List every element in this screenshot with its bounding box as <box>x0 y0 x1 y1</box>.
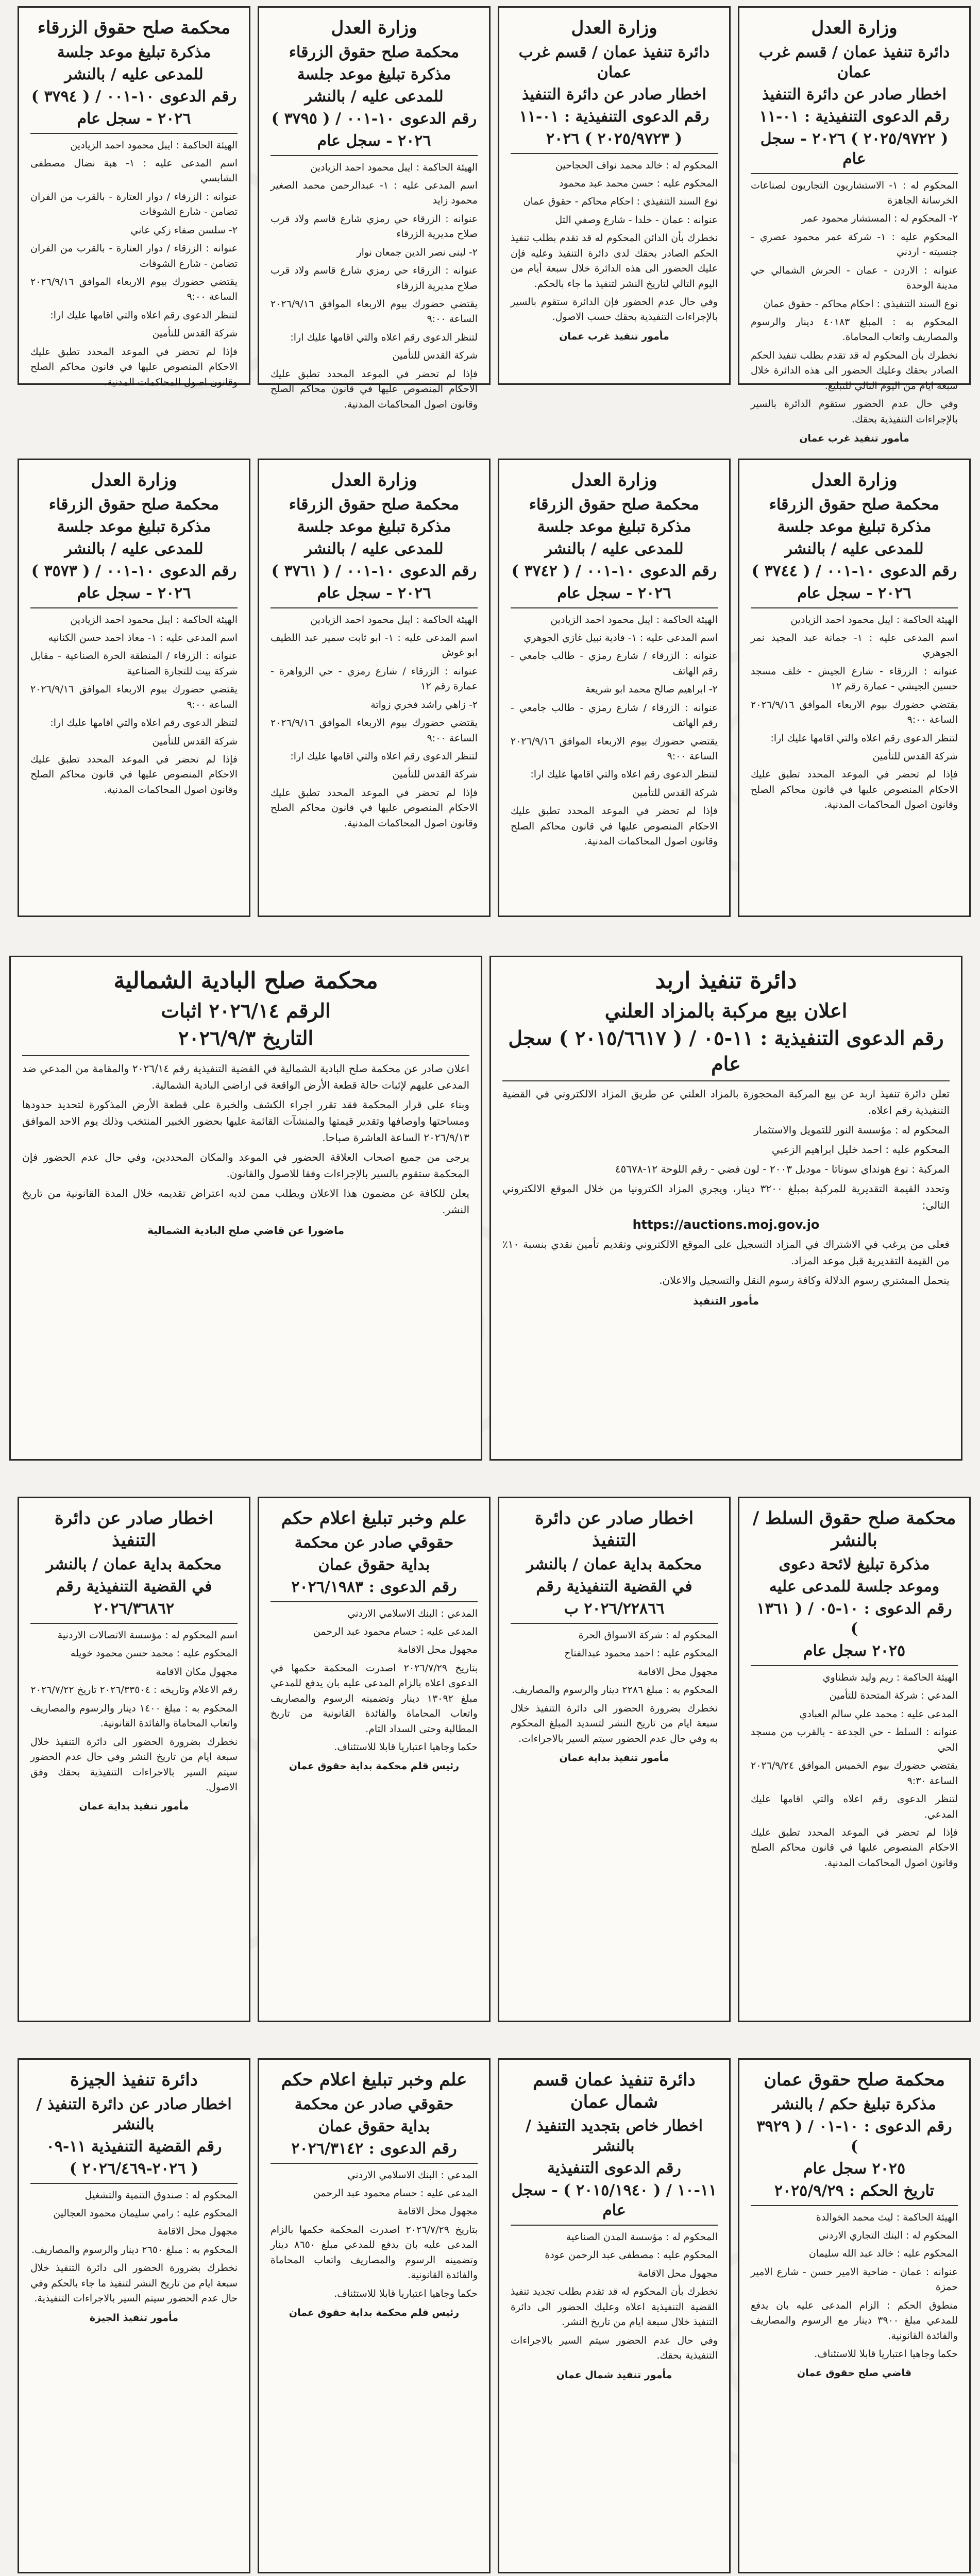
notice-subheading: ٢٠٢٥ سجل عام <box>803 2159 906 2178</box>
divider <box>30 1623 238 1624</box>
notice-subheading: ٢٠٢٦ - سجل عام <box>797 584 911 602</box>
notice-line: لتنظر الدعوى رقم اعلاه والتي اقامها عليك ارا: <box>770 732 958 744</box>
notice-line: عنوانه : الزرقاء - شارع الجيش - خلف مسجد حسين الجيشي - عمارة رقم ١٢ <box>751 665 958 692</box>
notice-line: الهيئة الحاكمة : ايبل محمود احمد الزيادين <box>70 139 238 151</box>
notice-line: نخطرك بأن المحكوم له قد تقدم بطلب تنفيذ الحكم الصادر بحقك وعليك الحضور الى هذه الدائرة خلال سبعة ايام من اليوم التالي للتبليغ. <box>751 349 958 392</box>
notice-line: المحكوم عليه : حسن محمد عبد محمود <box>559 177 718 189</box>
notice-line: المحكوم له : البنك التجاري الاردني <box>818 2229 958 2241</box>
notice-line: اسم المدعى عليه : ١- هبة نضال مصطفى الشابسي <box>30 157 238 184</box>
notice-line: المحكوم عليه : مصطفى عبد الرحمن عودة <box>545 2249 718 2261</box>
notice-subheading: ٢٠٢٦/٢٢٨٦٦ ب <box>564 1600 665 1618</box>
notice-heading: وزارة العدل <box>811 470 898 490</box>
notice-line: شركة القدس للتأمين <box>152 328 238 340</box>
notice-subheading: رقم الدعوى ١٠-٠٠١ / ( ٣٥٧٣ ) <box>31 562 237 580</box>
notice-line: رقم الاعلام وتاريخه : ٢٠٢٦/٣٣٥٠٤ تاريخ ٢٠٢٦/٧/٢٢ <box>30 1684 238 1696</box>
notice-heading: علم وخبر تبليغ اعلام حكم <box>281 2070 467 2090</box>
notice-signature: مأمور تنفيذ شمال عمان <box>556 2369 672 2381</box>
notice-subheading: بداية حقوق عمان <box>318 1555 430 1574</box>
notice-line: عنوانه : الزرقاء حي رمزي شارع قاسم ولاد قرب صلاح مديرية الزرقاء <box>271 213 478 240</box>
notice-subheading: مذكرة تبليغ موعد جلسة <box>297 517 451 536</box>
notice-subheading: رقم الدعوى : ١٠-٠١ / ( ٣٩٢٩ ) <box>756 2117 952 2156</box>
notice-line: وفي حال عدم الحضور سيتم السير بالاجراءات التنفيذية بحقك. <box>511 2334 718 2362</box>
notice-r2c2 <box>258 459 491 917</box>
notice-line: المحكوم به : مبلغ ١٤٠٠ دينار والرسوم والمصاريف واتعاب المحاماة والفائدة القانونية. <box>30 1702 238 1730</box>
notice-line: عنوانه : الزرقاء / شارع رمزي - حي الزواهرة - عمارة رقم ١٢ <box>271 665 478 692</box>
notice-subheading: محكمة صلح حقوق الزرقاء <box>289 495 460 514</box>
notice-heading: محكمة صلح البادية الشمالية <box>113 968 378 994</box>
notice-subheading: للمدعى عليه / بالنشر <box>64 539 204 558</box>
notice-r5c1 <box>18 2058 250 2573</box>
notice-heading: وزارة العدل <box>811 18 898 38</box>
notice-line: المدعى عليه : حسام محمود عبد الرحمن <box>313 2187 478 2199</box>
notice-line: شركة القدس للتأمين <box>872 751 958 762</box>
notice-line: حكما وجاهيا اعتباريا قابلا للاستئناف. <box>334 2287 478 2299</box>
notice-signature: ماضورا عن قاضي صلح البادية الشمالية <box>147 1224 345 1236</box>
notice-heading: وزارة العدل <box>331 470 417 490</box>
notice-line: نخطرك بأن الدائن المحكوم له قد تقدم بطلب تنفيذ الحكم الصادر بحقك لدى دائرة التنفيذ وعليه فإن عليك الحضور الى هذه الدائرة خلال سبعة أيام من اليوم التالي لتاريخ النشر لتنفيذ ما جاء بالحكم. <box>511 232 718 290</box>
notice-line: يقتضي حضورك بيوم الاربعاء الموافق ٢٠٢٦/٩/١٦ الساعة ٩:٠٠ <box>30 684 238 710</box>
notice-subheading: رقم الدعوى : ٢٠٢٦/٣١٤٢ <box>291 2139 457 2158</box>
notice-line: ٢- المحكوم له : المستشار محمود عمر <box>801 213 958 225</box>
notice-subheading: محكمة صلح حقوق الزرقاء <box>529 495 700 514</box>
notice-line: الهيئة الحاكمة : ليث محمد الخوالدة <box>816 2211 958 2223</box>
notice-signature: رئيس قلم محكمة بداية حقوق عمان <box>289 1760 460 1772</box>
notice-line: المحكوم عليه : محمد حسن محمود خويله <box>70 1648 238 1659</box>
notice-heading: اخطار صادر عن دائرة التنفيذ <box>54 1508 214 1551</box>
notice-subheading: ٢٠٢٥ سجل عام <box>803 1642 906 1660</box>
notice-line: المحكوم به : المبلغ ٤٠١٨٣ دينار والرسوم والمصاريف واتعاب المحاماة. <box>751 316 958 343</box>
notice-line: بتاريخ ٢٠٢٦/٧/٢٩ اصدرت المحكمة حكمها في الدعوى اعلاه بالزام المدعى عليه بان يدفع للمدعي مبلغ ١٣٠٩٢ دينار وتضمينه الرسوم والمصاريف واتعاب المحاماة والفائدة القانونية من تاريخ المطالبة وحتى السداد التام. <box>271 1662 478 1735</box>
notice-heading: وزارة العدل <box>91 470 177 490</box>
notice-line: فإذا لم تحضر في الموعد المحدد تطبق عليك الاحكام المنصوص عليها في قانون محاكم الصلح وقانون اصول المحاكمات المدنية. <box>271 787 478 829</box>
notice-signature: مأمور التنفيذ <box>692 1295 759 1308</box>
notice-line: نخطرك بأن المحكوم له قد تقدم بطلب تجديد تنفيذ القضية التنفيذية اعلاه وعليك الحضور الى دائرة التنفيذ خلال سبعة ايام من تاريخ النشر. <box>511 2286 718 2328</box>
notice-line: المحكوم له : مؤسسة المدن الصناعية <box>566 2231 718 2243</box>
notice-line: تعلن دائرة تنفيذ اربد عن بيع المركبة المحجوزة بالمزاد العلني عن طريق المزاد الالكتروني في القضية التنفيذية رقم اعلاه. <box>502 1088 950 1117</box>
divider <box>502 1080 950 1081</box>
notice-subheading: اخطار صادر عن دائرة التنفيذ / بالنشر <box>36 2095 232 2133</box>
notice-line: وتحدد القيمة التقديرية للمركبة بمبلغ ٣٢٠٠ دينار، ويجري المزاد الكترونيا من خلال الموقع الالكتروني التالي: <box>502 1182 950 1212</box>
notice-line: المدعى عليه : محمد علي سالم العبادي <box>799 1708 958 1720</box>
notice-subheading: في القضية التنفيذية رقم <box>536 1578 692 1596</box>
divider <box>511 1623 718 1624</box>
notice-line: الهيئة الحاكمة : ايبل محمود احمد الزيادين <box>790 614 958 625</box>
notice-r4c1 <box>18 1497 250 2022</box>
notice-line: حكما وجاهيا اعتباريا قابلا للاستئناف. <box>814 2348 958 2360</box>
divider <box>30 133 238 134</box>
divider <box>30 2183 238 2184</box>
notice-line: فإذا لم تحضر في الموعد المحدد تطبق عليك الاحكام المنصوص عليها في قانون محاكم الصلح وقانون اصول المحاكمات المدنية. <box>30 754 238 795</box>
notice-subheading: اخطار صادر عن دائرة التنفيذ <box>522 85 706 104</box>
divider <box>751 173 958 174</box>
notice-subheading: ٢٠٢٦/٣٦٨٦٢ <box>94 1600 174 1618</box>
notice-subheading: ٢٠٢٦ - سجل عام <box>317 131 431 150</box>
notice-line: المدعي : البنك الاسلامي الاردني <box>347 2169 478 2181</box>
notice-line: فإذا لم تحضر في الموعد المحدد تطبق عليك الاحكام المنصوص عليها في قانون محاكم الصلح وقانون اصول المحاكمات المدنية. <box>751 1826 958 1869</box>
notice-line: وفي حال عدم الحضور ستقوم الدائرة بالسير بالإجراءات التنفيذية بحقك. <box>751 398 958 425</box>
notice-subheading: دائرة تنفيذ عمان / قسم غرب عمان <box>758 43 950 81</box>
notice-subheading: ٢٠٢٦ - سجل عام <box>77 109 191 128</box>
notice-line: لتنظر الدعوى رقم اعلاه والتي اقامها عليك ارا: <box>50 309 238 321</box>
notice-line: لتنظر الدعوى رقم اعلاه والتي اقامها عليك ارا: <box>290 751 478 762</box>
notice-line: نخطرك بضرورة الحضور الى دائرة التنفيذ خلال سبعة ايام من تاريخ النشر لتسديد المبلغ المحكوم به وفي حال عدم الحضور سيتم السير بالاجراءات. <box>511 1702 718 1744</box>
notice-r1c4 <box>738 6 971 445</box>
notice-line: لتنظر الدعوى رقم اعلاه والتي اقامها عليك ارا: <box>290 331 478 343</box>
notice-line: المحكوم له : شركة الاسواق الحرة <box>578 1630 718 1641</box>
notice-subheading: رقم الدعوى التنفيذية : ١١-٠٥ / ( ٢٠١٥/٦٦١٧ ) سجل عام <box>508 1026 944 1075</box>
notice-line: نوع السند التنفيذي : احكام محاكم - حقوق عمان <box>523 196 718 208</box>
notice-subheading: مذكرة تبليغ موعد جلسة <box>57 43 211 61</box>
divider <box>30 607 238 608</box>
notice-subheading: رقم الدعوى ١٠-٠٠١ / ( ٣٧٩٥ ) <box>271 109 477 128</box>
notice-subheading: رقم الدعوى ١٠-٠٠١ / ( ٣٧٩٤ ) <box>31 87 237 106</box>
divider <box>511 607 718 608</box>
notice-line: المحكوم له : خالد محمد نواف الحجاحين <box>555 159 718 171</box>
notice-subheading: رقم الدعوى التنفيذية : ٠١-١١ <box>759 107 950 126</box>
notice-line: نوع السند التنفيذي : احكام محاكم - حقوق عمان <box>763 298 958 310</box>
notice-line: الهيئة الحاكمة : ايبل محمود احمد الزيادين <box>550 614 718 625</box>
notice-subheading: محكمة بداية عمان / بالنشر <box>46 1555 222 1573</box>
notice-line: نخطرك بضرورة الحضور الى دائرة التنفيذ خلال سبعة ايام من تاريخ النشر وفي حال عدم الحضور سيتم السير بالاجراءات التنفيذية بحقك وفق الاصول. <box>30 1736 238 1793</box>
notice-line: ٢- لبنى نصر الدين جمعان نوار <box>357 246 478 258</box>
notice-subheading: مذكرة تبليغ موعد جلسة <box>297 65 451 83</box>
notice-r5c4 <box>738 2058 971 2573</box>
notice-subheading: رقم الدعوى التنفيذية : ٠١-١١ <box>519 107 709 126</box>
notice-line: شركة القدس للتأمين <box>392 350 478 362</box>
notice-signature: مأمور تنفيذ غرب عمان <box>559 330 669 342</box>
notice-line: عنوانه : الزرقاء / دوار العتارة - بالقرب من الفران تضامن - شارع الشوقات <box>30 243 238 269</box>
divider <box>751 607 958 608</box>
notice-line: فإذا لم تحضر في الموعد المحدد تطبق عليك الاحكام المنصوص عليها في قانون محاكم الصلح وقانون اصول المحاكمات المدنية. <box>30 346 238 388</box>
notice-line: الهيئة الحاكمة : ايبل محمود احمد الزيادين <box>310 161 478 173</box>
divider <box>271 1601 478 1602</box>
notice-line: عنوانه : عمان - خلدا - شارع وصفي التل <box>555 214 718 226</box>
notice-line: المحكوم به : مبلغ ٢٢٨٦ دينار والرسوم والمصاريف. <box>511 1684 718 1696</box>
notice-heading: دائرة تنفيذ اربد <box>655 968 797 994</box>
notice-subheading: ( ٢٠٢٥/٩٧٢٢ ) ٢٠٢٦ - سجل عام <box>760 129 949 168</box>
notice-r5c2 <box>258 2058 491 2573</box>
notice-heading: اخطار صادر عن دائرة التنفيذ <box>534 1508 694 1551</box>
notice-heading: محكمة صلح حقوق عمان <box>764 2070 945 2090</box>
notice-line: المحكوم به : مبلغ ٢٦٥٠ دينار والرسوم والمصاريف. <box>31 2244 238 2256</box>
notice-subheading: ( ٢٠٢٥/٩٧٢٣ ) ٢٠٢٦ <box>546 129 683 148</box>
notice-line: اسم المدعى عليه : ١- ابو ثابت سمير عبد اللطيف ابو غوش <box>271 632 478 659</box>
notice-line: حكما وجاهيا اعتباريا قابلا للاستئناف. <box>334 1741 478 1753</box>
divider <box>271 607 478 608</box>
notice-line: لتنظر الدعوى رقم اعلاه والتي اقامها عليك ارا: <box>530 769 718 781</box>
notice-line: وفي حال عدم الحضور فإن الدائرة ستقوم بالسير بالإجراءات التنفيذية بحقك حسب الاصول. <box>511 296 718 323</box>
notice-line: المحكوم عليه : احمد خليل ابراهيم الزعبي <box>771 1143 950 1156</box>
notice-line: اسم المحكوم له : مؤسسة الاتصالات الاردنية <box>57 1630 238 1641</box>
notice-line: المحكوم له : ١- الاستشاريون التجاريون لصناعات الخرسانة الجاهزة <box>751 179 958 206</box>
notice-line: المدعي : شركة المتحدة للتأمين <box>829 1690 958 1702</box>
notice-subheading: رقم الدعوى ١٠-٠٠١ / ( ٣٧٤٢ ) <box>511 562 717 580</box>
notice-subheading: للمدعى عليه / بالنشر <box>785 539 924 558</box>
notice-subheading: محكمة بداية عمان / بالنشر <box>526 1555 702 1573</box>
notice-signature: مأمور تنفيذ غرب عمان <box>799 433 909 445</box>
notice-line: ٢- زاهي راشد فخري زواتة <box>370 699 478 710</box>
notice-subheading: ( ٢٠٢٦-٢٠٢٦/٤٦٩ ) <box>70 2159 198 2178</box>
notice-line: مجهول محل الاقامة <box>397 1644 478 1656</box>
notice-line: عنوانه : السلط - حي الجدعة - بالقرب من مسجد الحي <box>751 1726 958 1753</box>
notice-heading: دائرة تنفيذ عمان قسم شمال عمان <box>533 2070 696 2112</box>
notice-line: اسم المدعى عليه : ١- عبدالرحمن محمد الصغير محمود زايد <box>271 179 478 207</box>
notice-subheading: للمدعى عليه / بالنشر <box>64 65 204 83</box>
notice-line: يقتضي حضورك بيوم الاربعاء الموافق ٢٠٢٦/٩/١٦ الساعة ٩:٠٠ <box>271 717 478 744</box>
notice-line: فعلى من يرغب في الاشتراك في المزاد التسجيل على الموقع الالكتروني وتقديم تأمين نقدي بنسبة ١٠٪ من القيمة التقديرية قبل موعد المزاد. <box>502 1238 950 1267</box>
notice-line: شركة القدس للتأمين <box>152 735 238 747</box>
notice-subheading: محكمة صلح حقوق الزرقاء <box>48 495 219 514</box>
notice-heading: محكمة صلح حقوق الزرقاء <box>37 18 231 38</box>
notice-line: اسم المدعى عليه : ١- معاذ احمد حسن الكنانيه <box>48 632 238 643</box>
notice-subheading: للمدعى عليه / بالنشر <box>545 539 684 558</box>
notice-line: لتنظر الدعوى رقم اعلاه والتي اقامها عليك ارا: <box>50 717 238 729</box>
notice-subheading: اخطار صادر عن دائرة التنفيذ <box>762 85 947 104</box>
notice-r5c3 <box>498 2058 731 2573</box>
notice-line: عنوانه : الزرقاء / دوار العتارة - بالقرب من الفران تضامن - شارع الشوقات <box>30 191 238 218</box>
notice-line: المحكوم له : مؤسسة النور للتمويل والاستثمار <box>754 1124 950 1137</box>
notice-subheading: رقم الدعوى : ١٠-٠٥ / ( ١٣٦١ ) <box>756 1600 952 1638</box>
notice-line: مجهول محل الاقامة <box>637 1666 718 1677</box>
notice-subheading: رقم الدعوى ١٠-٠٠١ / ( ٣٧٦١ ) <box>271 562 477 580</box>
notice-line: يقتضي حضورك بيوم الاربعاء الموافق ٢٠٢٦/٩/١٦ الساعة ٩:٠٠ <box>511 735 718 762</box>
notice-line: المحكوم عليه : خالد عبد الله سليمان <box>808 2248 958 2260</box>
notice-subheading: ٢٠٢٦ - سجل عام <box>557 584 671 602</box>
divider <box>511 153 718 154</box>
notice-line: عنوانه : الزرقاء حي رمزي شارع قاسم ولاد قرب صلاح مديرية الزرقاء <box>271 265 478 292</box>
notice-subheading: مذكرة تبليغ موعد جلسة <box>57 517 211 536</box>
notice-heading: علم وخبر تبليغ اعلام حكم <box>281 1508 467 1529</box>
notice-line: ٢- ابراهيم صالح محمد ابو شريعة <box>585 684 718 696</box>
notice-subheading: دائرة تنفيذ عمان / قسم غرب عمان <box>518 43 710 81</box>
notice-subheading: للمدعى عليه / بالنشر <box>305 539 444 558</box>
notice-line: عنوانه : الزرقاء / شارع رمزي - طالب جامعي - رقم الهاتف <box>511 702 718 729</box>
notice-subheading: اعلان بيع مركبة بالمزاد العلني <box>604 999 848 1022</box>
notice-subheading: مذكرة تبليغ موعد جلسة <box>777 517 932 536</box>
notice-signature: رئيس قلم محكمة بداية حقوق عمان <box>289 2307 460 2318</box>
notice-line: عنوانه : الاردن - عمان - الحرش الشمالي حي مدينة الوحدة <box>751 264 958 292</box>
notice-subheading: حقوقي صادر عن محكمة <box>294 1533 454 1552</box>
notice-subheading: رقم الدعوى التنفيذية <box>547 2159 681 2177</box>
divider <box>271 155 478 156</box>
notice-line: الهيئة الحاكمة : ريم وليد شطناوي <box>822 1672 958 1683</box>
notice-line: مجهول مكان الاقامة <box>156 1666 238 1677</box>
notice-line: يعلن للكافة عن مضمون هذا الاعلان ويطلب ممن لديه اعتراض تقديمه خلال المدة القانونية من تاريخ النشر. <box>22 1187 469 1216</box>
notice-line: بتاريخ ٢٠٢٦/٧/٢٩ اصدرت المحكمة حكمها بالزام المدعى عليه بان يدفع للمدعي مبلغ ٨٦٥٠ دينار وتضمينه الرسوم والمصاريف واتعاب المحاماة والفائدة القانونية. <box>271 2224 478 2281</box>
notice-r4c4 <box>738 1497 971 2022</box>
notice-r2c4 <box>738 459 971 917</box>
notice-subheading: مذكرة تبليغ موعد جلسة <box>537 517 691 536</box>
notice-subheading: اخطار خاص بتجديد التنفيذ / بالنشر <box>526 2117 703 2155</box>
notice-line: مجهول محل الاقامة <box>637 2267 718 2279</box>
notice-subheading: للمدعى عليه / بالنشر <box>305 87 444 106</box>
notice-subheading: تاريخ الحكم : ٢٠٢٥/٩/٢٩ <box>774 2181 935 2200</box>
notice-subheading: ١١-١٠ / ( ٢٠١٥/١٩٤٠ ) - سجل عام <box>511 2181 717 2219</box>
notice-line: عنوانه : عمان - ضاحية الامير حسن - شارع الامير حمزة <box>751 2266 958 2293</box>
notice-line: يرجى من جميع اصحاب العلاقة الحضور في الموعد والمكان المحددين، وفي حال عدم الحضور فإن المحكمة ستقوم بالسير بالإجراءات وفقا للاصول والقانون. <box>22 1150 469 1180</box>
notice-subheading: في القضية التنفيذية رقم <box>56 1578 212 1596</box>
auction-url[interactable]: https://auctions.moj.gov.jo <box>632 1217 820 1232</box>
notice-line: منطوق الحكم : الزام المدعى عليه بان يدفع للمدعي مبلغ ٣٩٠٠ دينار مع الرسوم والمصاريف والفائدة القانونية. <box>751 2299 958 2342</box>
notice-line: فإذا لم تحضر في الموعد المحدد تطبق عليك الاحكام المنصوص عليها في قانون محاكم الصلح وقانون اصول المحاكمات المدنية. <box>511 805 718 848</box>
notice-heading: وزارة العدل <box>571 470 657 490</box>
notice-subheading: الرقم ٢٠٢٦/١٤ اثبات <box>161 999 331 1022</box>
notice-subheading: ٢٠٢٦ - سجل عام <box>317 584 431 602</box>
notice-signature: قاضي صلح حقوق عمان <box>797 2367 912 2379</box>
notice-line: يقتضي حضورك بيوم الخميس الموافق ٢٠٢٦/٩/٢٤ الساعة ٩:٣٠ <box>751 1760 958 1787</box>
notice-subheading: بداية حقوق عمان <box>318 2117 430 2136</box>
notice-line: المحكوم له : صندوق التنمية والتشغيل <box>85 2189 238 2201</box>
notice-line: المدعي : البنك الاسلامي الاردني <box>347 1607 478 1619</box>
notice-signature: مأمور تنفيذ بداية عمان <box>79 1801 189 1812</box>
notice-heading: دائرة تنفيذ الجيزة <box>70 2070 198 2090</box>
notice-line: وبناء على قرار المحكمة فقد تقرر اجراء الكشف والخبرة على قطعة الأرض المذكورة لتحديد حدودها ومساحتها واوصافها وتقدير قيمتها والمنشآت القائمة عليها بحضور الخبير المنتخب وذلك يوم الاحد الموافق ٢٠٢٦/٩/١٣ الساعة العاشرة صباحا. <box>22 1098 469 1144</box>
notice-signature: مأمور تنفيذ بداية عمان <box>559 1752 669 1764</box>
notice-line: يقتضي حضورك بيوم الاربعاء الموافق ٢٠٢٦/٩/١٦ الساعة ٩:٠٠ <box>30 276 238 303</box>
notice-line: فإذا لم تحضر في الموعد المحدد تطبق عليك الاحكام المنصوص عليها في قانون محاكم الصلح وقانون اصول المحاكمات المدنية. <box>271 368 478 410</box>
notice-line: المحكوم عليه : رامي سليمان محمود العجالين <box>53 2207 238 2219</box>
notice-signature: مأمور تنفيذ الجيزة <box>89 2312 179 2324</box>
notice-line: عنوانه : الزرقاء / شارع رمزي - طالب جامعي - رقم الهاتف <box>511 650 718 677</box>
divider <box>751 1665 958 1666</box>
notice-subheading: رقم الدعوى ١٠-٠٠١ / ( ٣٧٤٤ ) <box>751 562 957 580</box>
notice-r3left <box>9 956 482 1461</box>
divider <box>271 2163 478 2164</box>
notice-line: الهيئة الحاكمة : ايبل محمود احمد الزيادين <box>310 614 478 625</box>
notice-line: يقتضي حضورك بيوم الاربعاء الموافق ٢٠٢٦/٩/١٦ الساعة ٩:٠٠ <box>751 699 958 726</box>
notice-line: المحكوم عليه : احمد محمود عبدالفتاح <box>564 1648 718 1659</box>
notice-line: المركبة : نوع هونداي سوناتا - موديل ٢٠٠٣ - لون فضي - رقم اللوحة ١٢-٤٥٦٧٨ <box>615 1163 950 1176</box>
notice-subheading: ٢٠٢٦ - سجل عام <box>77 584 191 602</box>
notice-line: الهيئة الحاكمة : ايبل محمود احمد الزيادين <box>70 614 238 625</box>
notice-r1c1 <box>18 6 250 388</box>
notice-r1c3 <box>498 6 731 385</box>
notice-r4c3 <box>498 1497 731 2022</box>
notice-r2c1 <box>18 459 250 917</box>
notice-line: مجهول محل الاقامة <box>157 2226 238 2238</box>
notice-heading: محكمة صلح حقوق السلط / بالنشر <box>752 1508 956 1551</box>
divider <box>751 2205 958 2206</box>
notice-line: اسم المدعى عليه : ١- جمانة عبد المجيد نمر الجوهري <box>751 632 958 659</box>
notice-line: لتنظر الدعوى رقم اعلاه والتي اقامها عليك المدعي. <box>751 1793 958 1820</box>
notice-line: اسم المدعى عليه : ١- فادية نبيل غازي الجوهري <box>523 632 718 643</box>
notice-line: ٢- سلسن صفاء زكي عاني <box>130 224 238 236</box>
notice-line: مجهول محل الاقامة <box>397 2206 478 2217</box>
notice-heading: وزارة العدل <box>571 18 657 38</box>
notice-subheading: محكمة صلح حقوق الزرقاء <box>289 43 460 61</box>
notice-line: اعلان صادر عن محكمة صلح البادية الشمالية في القضية التنفيذية رقم ٢٠٢٦/١٤ والمقامة من المدعي ضد المدعى عليهم لإثبات حالة قطعة الأرض الواقعة في اراضي البادية الشمالية. <box>22 1062 470 1091</box>
notice-line: شركة القدس للتأمين <box>392 769 478 781</box>
notice-line: عنوانه : الزرقاء / المنطقة الحرة الصناعية - مقابل شركة بيت للتجارة الصناعية <box>30 650 238 677</box>
notice-line: نخطرك بضرورة الحضور الى دائرة التنفيذ خلال سبعة ايام من تاريخ النشر لتنفيذ ما جاء بالحكم وفي حال عدم الحضور سيتم السير بالاجراءات التنفيذية. <box>30 2262 238 2304</box>
notice-subheading: التاريخ ٢٠٢٦/٩/٣ <box>178 1026 314 1050</box>
notice-line: فإذا لم تحضر في الموعد المحدد تطبق عليك الاحكام المنصوص عليها في قانون محاكم الصلح وقانون اصول المحاكمات المدنية. <box>751 769 958 811</box>
notice-line: يتحمل المشتري رسوم الدلالة وكافة رسوم النقل والتسجيل والاعلان. <box>659 1274 950 1287</box>
notice-subheading: حقوقي صادر عن محكمة <box>294 2095 454 2113</box>
notice-line: يقتضي حضورك بيوم الاربعاء الموافق ٢٠٢٦/٩/١٦ الساعة ٩:٠٠ <box>271 298 478 325</box>
notice-subheading: رقم القضية التنفيذية ١١-٠٩ <box>46 2137 222 2156</box>
notice-subheading: مذكرة تبليغ حكم / بالنشر <box>772 2095 936 2113</box>
divider <box>511 2225 718 2226</box>
notice-subheading: رقم الدعوى : ٢٠٢٦/١٩٨٣ <box>291 1578 457 1596</box>
notice-line: المحكوم عليه : ١- شركة عمر محمود عصري - جنسيته - اردني <box>751 231 958 258</box>
notice-heading: وزارة العدل <box>331 18 417 38</box>
notice-r4c2 <box>258 1497 491 2022</box>
notice-line: المدعى عليه : حسام محمود عبد الرحمن <box>313 1625 478 1637</box>
divider <box>22 1055 469 1056</box>
notice-subheading: مذكرة تبليغ لائحة دعوى <box>779 1555 930 1573</box>
notice-r3right <box>489 956 962 1461</box>
notice-subheading: محكمة صلح حقوق الزرقاء <box>769 495 940 514</box>
notice-line: شركة القدس للتأمين <box>632 787 718 799</box>
notice-r2c3 <box>498 459 731 917</box>
notice-r1c2 <box>258 6 491 410</box>
notice-subheading: وموعد جلسة للمدعى عليه <box>769 1578 940 1596</box>
